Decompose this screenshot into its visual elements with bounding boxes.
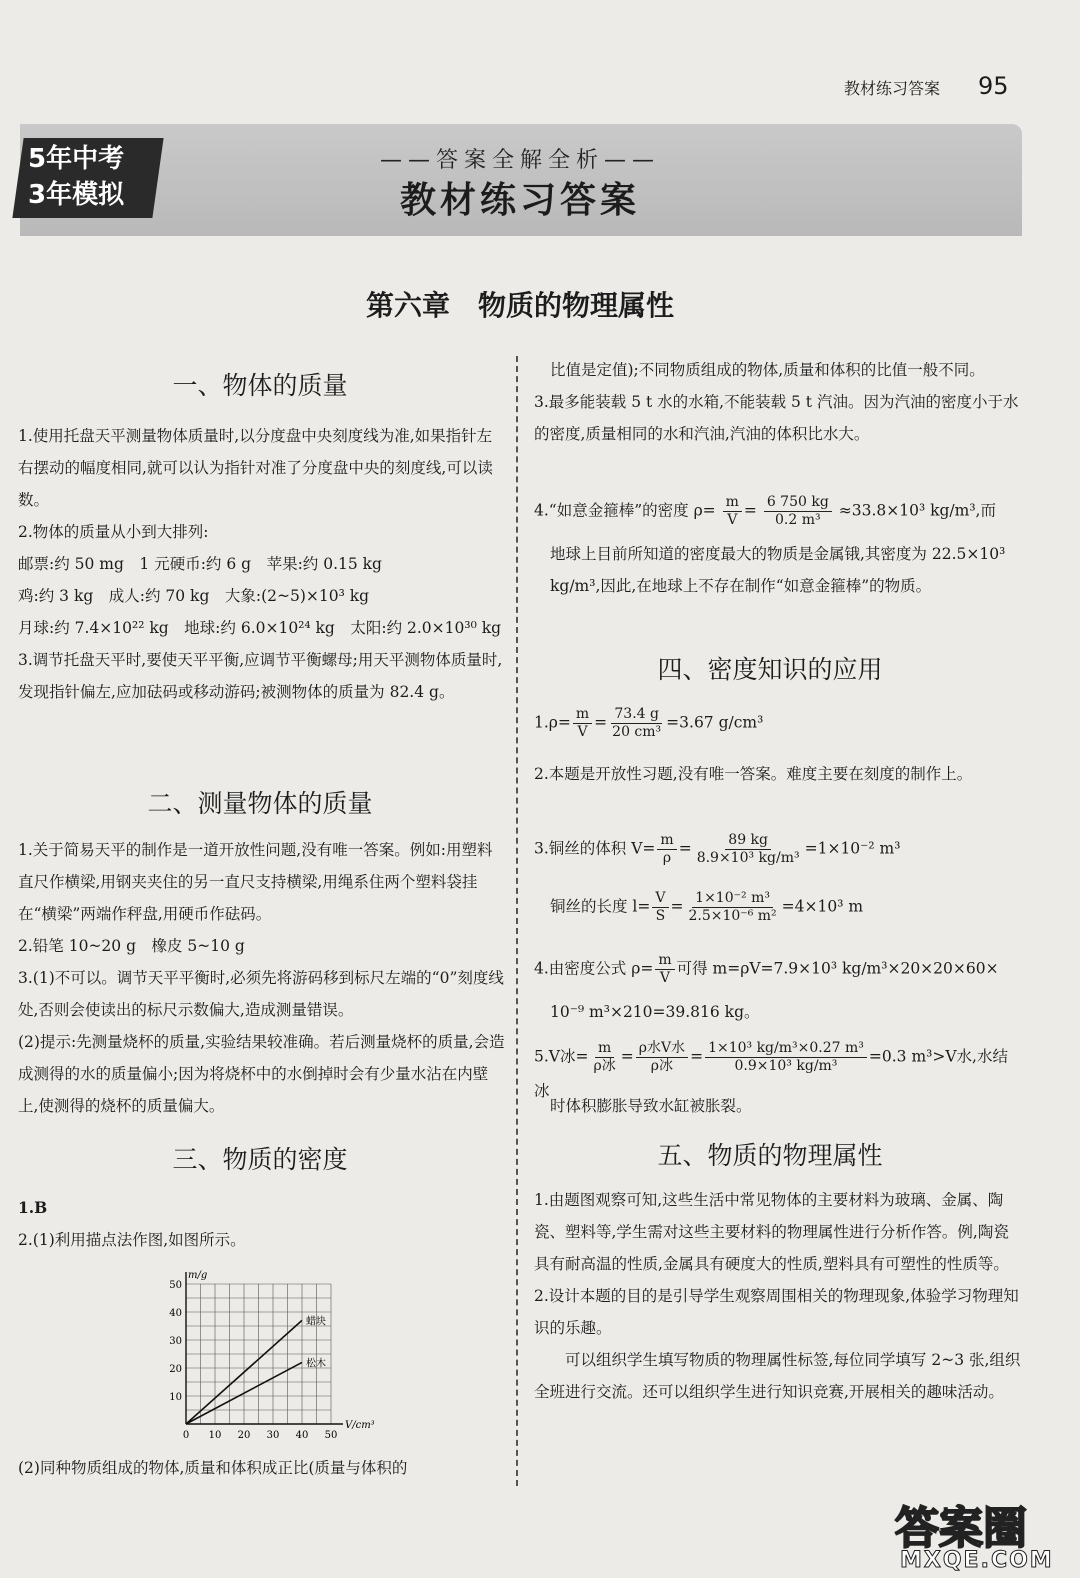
running-header: 教材练习答案 bbox=[844, 79, 941, 98]
fraction-value: $\frac{6 750 kg}{\text{0.2 m³}}$ bbox=[764, 494, 832, 529]
s4-q3b-pre: 铜丝的长度 l= bbox=[550, 897, 651, 916]
section-title-1: 一、物体的质量 bbox=[172, 371, 348, 400]
y-tick-label: 40 bbox=[169, 1308, 182, 1319]
s1-q2a: 2.物体的质量从小到大排列: bbox=[18, 523, 209, 541]
right-block-1 bbox=[534, 354, 1022, 450]
s4-q3-post: =1×10⁻² m³ bbox=[804, 839, 901, 858]
page-number: 95 bbox=[978, 72, 1009, 100]
s4-q5b: 时体积膨胀导致水缸被胀裂。 bbox=[550, 1097, 752, 1115]
s4-q3b-post: =4×10³ m bbox=[781, 897, 864, 916]
s1-q2c: 鸡:约 3 kg 成人:约 70 kg 大象:(2~5)×10³ kg bbox=[18, 587, 370, 605]
y-tick-label: 30 bbox=[169, 1336, 182, 1347]
s4-q3-pre: 3.铜丝的体积 V= bbox=[534, 839, 656, 858]
y-tick-label: 10 bbox=[169, 1392, 182, 1403]
s4-q1: 1.ρ= $\frac{m}{V}$ = $\frac{73.4 g}{\text{20 cm³}}$ =3.67 g/cm³ bbox=[534, 706, 764, 740]
s5-q2: 2.设计本题的目的是引导学生观察周围相关的物理现象,体验学习物理知识的乐趣。 bbox=[534, 1287, 1019, 1337]
s5-q2b: 可以组织学生填写物质的物理属性标签,每位同学填写 2~3 张,组织全班进行交流。还可以组织学生进行知识竞赛,开展相关的趣味活动。 bbox=[534, 1351, 1021, 1401]
s1-q3: 3.调节托盘天平时,要使天平平衡,应调节平衡螺母;用天平测物体质量时,发现指针偏左,应加砝码或移动游码;被测物体的质量为 82.4 g。 bbox=[18, 651, 503, 701]
series-label-1: 蜡块 bbox=[306, 1316, 326, 1328]
s1-q2d: 月球:约 7.4×10²² kg 地球:约 6.0×10²⁴ kg 太阳:约 2.0×10³⁰ kg bbox=[18, 619, 502, 637]
x-tick-label: 50 bbox=[324, 1430, 338, 1441]
s2-q2: 2.铅笔 10~20 g 橡皮 5~10 g bbox=[18, 937, 245, 955]
s3-q2a: 2.(1)利用描点法作图,如图所示。 bbox=[18, 1231, 246, 1249]
r-q3: 3.最多能装载 5 t 水的水箱,不能装载 5 t 汽油。因为汽油的密度小于水的密度,质量相同的水和汽油,汽油的体积比水大。 bbox=[534, 393, 1019, 443]
watermark-logo: 答案圈 bbox=[895, 1503, 1027, 1554]
y-axis-label: m/g bbox=[188, 1270, 208, 1281]
left-block-3 bbox=[18, 1192, 506, 1256]
s4-q3b: 铜丝的长度 l= $\frac{V}{S}$ = $\frac{\text{1×10⁻² m³}}{\text{2.5×10⁻⁶ m²}}$ =4×10³ m bbox=[550, 890, 864, 924]
s4-q4a: 可得 m=ρV=7.9×10³ kg/m³×20×20×60× bbox=[676, 959, 999, 978]
chapter-title: 第六章 物质的物理属性 bbox=[365, 289, 674, 322]
logo-line1: 5年中考 bbox=[28, 144, 125, 174]
s4-q2: 2.本题是开放性习题,没有唯一答案。难度主要在刻度的制作上。 bbox=[534, 765, 973, 783]
s4-q1-post: =3.67 g/cm³ bbox=[666, 713, 764, 732]
r-q4-line: 4.“如意金箍棒”的密度 ρ= $\frac{m}{V}$ = $\frac{6 750 kg}{\text{0.2 m³}}$ ≈33.8×10³ kg/m³,而 bbox=[534, 494, 996, 528]
banner-title: 教材练习答案 bbox=[399, 180, 640, 221]
x-tick-label: 30 bbox=[266, 1430, 280, 1441]
s4-q3: 3.铜丝的体积 V= $\frac{m}{\rho}$ = $\frac{89 kg}{\text{8.9×10³ kg/m³}}$ =1×10⁻² m³ bbox=[534, 832, 901, 866]
section-title-4: 四、密度知识的应用 bbox=[657, 655, 883, 684]
s4-q5-post: =0.3 m³>V水,水结冰 bbox=[534, 1047, 1008, 1100]
y-tick-label: 50 bbox=[169, 1280, 182, 1291]
s2-q1: 1.关于简易天平的制作是一道开放性问题,没有唯一答案。例如:用塑料直尺作横梁,用钢夹夹住的另一直尺支持横梁,用绳系住两个塑料袋挂在“横梁”两端作秤盘,用硬币作砝码。 bbox=[18, 841, 493, 923]
banner-subtitle: ——答案全解全析—— bbox=[379, 148, 660, 173]
s4-q4b: 10⁻⁹ m³×210=39.816 kg。 bbox=[550, 1003, 760, 1021]
s5-q1: 1.由题图观察可知,这些生活中常见物体的主要材料为玻璃、金属、陶瓷、塑料等,学生需对这些主要材料的物理属性进行分析作答。例,陶瓷具有耐高温的性质,金属具有硬度大的性质,塑料具有可塑性的性质等。 bbox=[534, 1191, 1009, 1273]
s1-q1: 1.使用托盘天平测量物体质量时,以分度盘中央刻度线为准,如果指针左右摆动的幅度相同,就可以认为指针对准了分度盘中央的刻度线,可以读数。 bbox=[18, 427, 493, 509]
x-tick-label: 10 bbox=[208, 1430, 222, 1441]
series-label-2: 松木 bbox=[306, 1358, 326, 1370]
s3-q1: 1.B bbox=[18, 1198, 48, 1217]
s2-q3b: (2)提示:先测量烧杯的质量,实验结果较准确。若后测量烧杯的质量,会造成测得的水的质量偏小;因为将烧杯中的水倒掉时会有少量水沾在内壁上,使测得的烧杯的质量偏大。 bbox=[18, 1033, 505, 1115]
y-tick-label: 20 bbox=[169, 1364, 182, 1375]
s4-q5: 5.V冰= $\frac{m}{\text{ρ冰}}$ = $\frac{\text{ρ水V水}}{\text{ρ冰}}$ = $\frac{\text{1×10³ kg/m³×0.27 m³}}{\text{0.9×10³ kg/m³}}$ =0.3 m³>V水,水结冰 bbox=[534, 1040, 1008, 1100]
left-block-2 bbox=[18, 834, 506, 1122]
s3-q2b: (2)同种物质组成的物体,质量和体积成正比(质量与体积的 bbox=[18, 1459, 408, 1477]
watermark-url: MXQE.COM bbox=[900, 1548, 1054, 1573]
column-divider bbox=[516, 356, 518, 1486]
left-block-1 bbox=[18, 420, 506, 708]
r-q4-pre: 4.“如意金箍棒”的密度 ρ= bbox=[534, 501, 716, 520]
r-q4-rest: 地球上目前所知道的密度最大的物质是金属锇,其密度为 22.5×10³ kg/m³,因此,在地球上不存在制作“如意金箍棒”的物质。 bbox=[550, 545, 1006, 595]
s1-q2b: 邮票:约 50 mg 1 元硬币:约 6 g 苹果:约 0.15 kg bbox=[18, 555, 382, 573]
section-title-3: 三、物质的密度 bbox=[172, 1145, 348, 1174]
section-title-5: 五、物质的物理属性 bbox=[657, 1141, 883, 1170]
fraction-m-v: $\frac{m}{V}$ bbox=[723, 494, 742, 529]
s4-q4: 4.由密度公式 ρ= $\frac{m}{V}$ 可得 m=ρV=7.9×10³ kg/m³×20×20×60× bbox=[534, 952, 999, 986]
mass-volume-chart bbox=[150, 1262, 380, 1452]
x-tick-label: 0 bbox=[182, 1430, 190, 1441]
s2-q3a: 3.(1)不可以。调节天平平衡时,必须先将游码移到标尺左端的“0”刻度线处,否则会使读出的标尺示数偏大,造成测量错误。 bbox=[18, 969, 504, 1019]
right-block-5 bbox=[534, 1184, 1022, 1408]
x-tick-label: 40 bbox=[295, 1430, 309, 1441]
x-axis-label: V/cm³ bbox=[345, 1420, 375, 1431]
x-tick-label: 20 bbox=[237, 1430, 251, 1441]
section-title-2: 二、测量物体的质量 bbox=[147, 789, 373, 818]
logo-line2: 3年模拟 bbox=[28, 180, 125, 210]
r-q4-post: ≈33.8×10³ kg/m³,而 bbox=[838, 501, 996, 520]
r-cont1: 比值是定值);不同物质组成的物体,质量和体积的比值一般不同。 bbox=[550, 361, 985, 379]
